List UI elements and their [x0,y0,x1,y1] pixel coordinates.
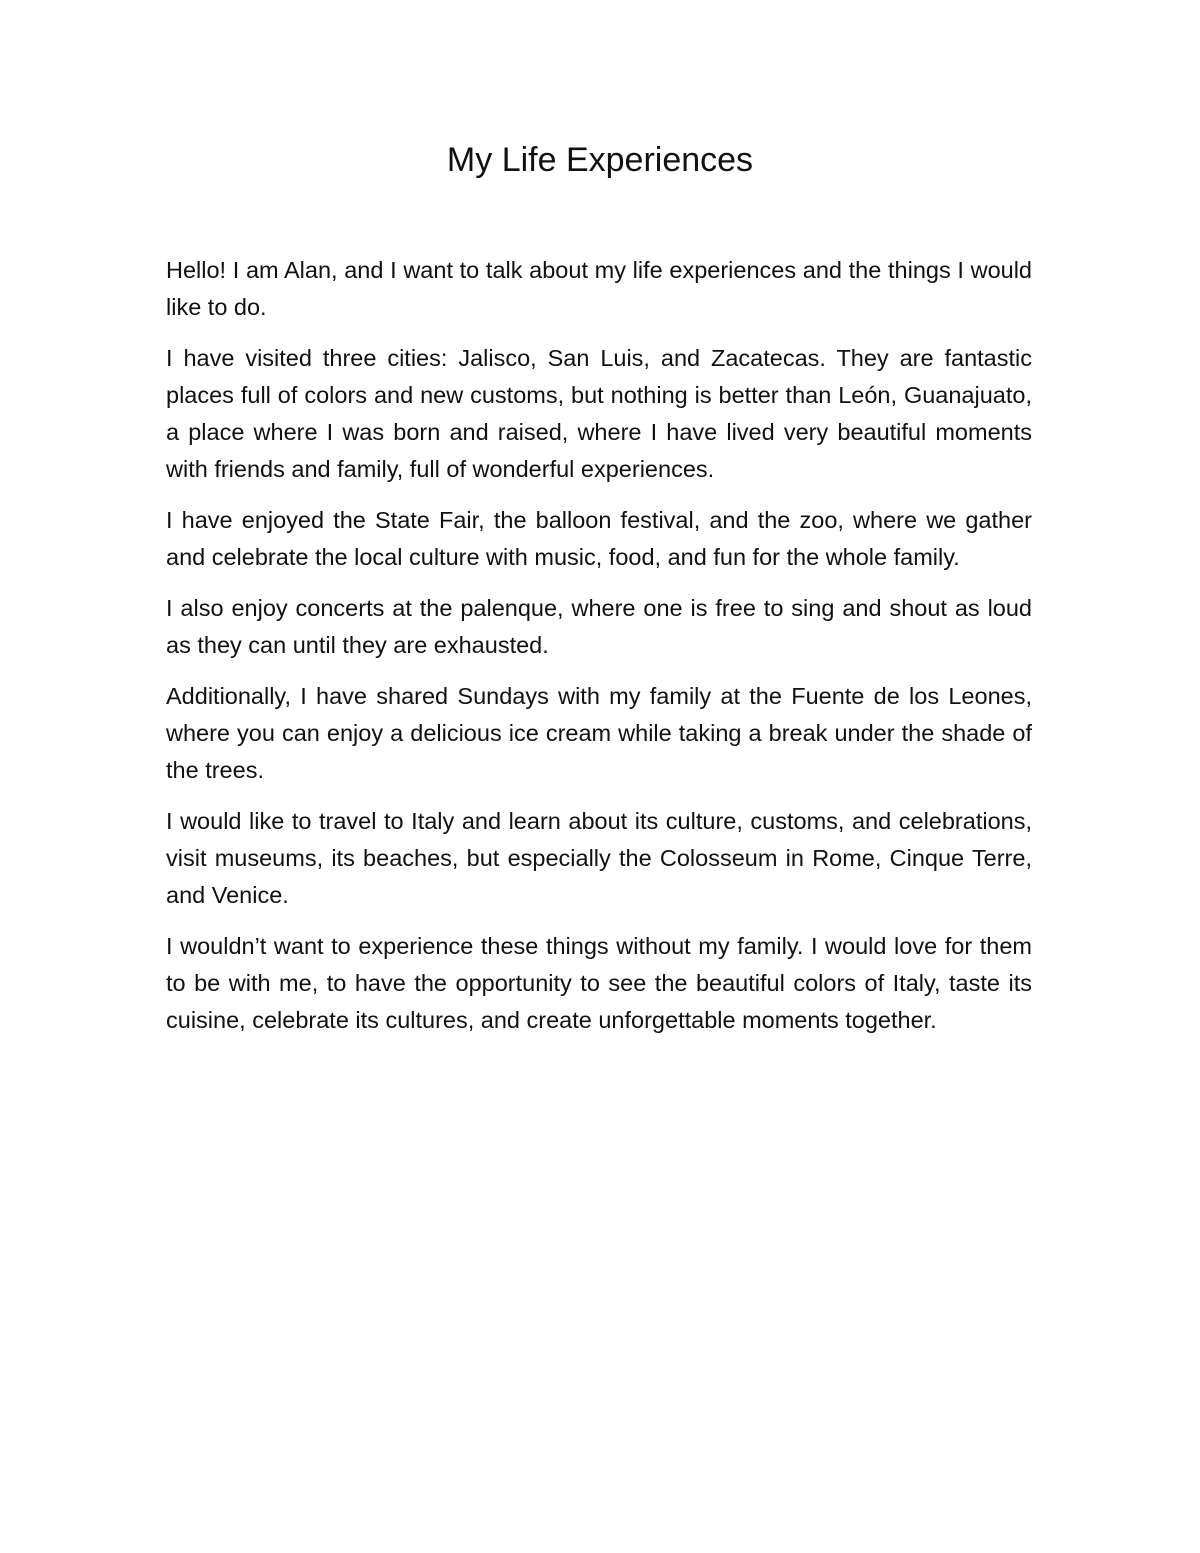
paragraph-intro: Hello! I am Alan, and I want to talk about my life experiences and the things I would like to do. [166,257,1032,320]
paragraph-family: I wouldn’t want to experience these things without my family. I would love for them to be with me, to have the opportunity to see the beautiful colors of Italy, taste its cuisine, celebrate its cultures, and create unforgettable moments together. [166,933,1032,1033]
document-body [166,252,1032,1053]
paragraph-concerts: I also enjoy concerts at the palenque, where one is free to sing and shout as loud as they can until they are exhausted. [166,595,1032,658]
paragraph-cities: I have visited three cities: Jalisco, San Luis, and Zacatecas. They are fantastic places full of colors and new customs, but nothing is better than León, Guanajuato, a place where I was born and raised, where I have lived very beautiful moments with friends and family, full of wonderful experiences. [166,345,1032,482]
paragraph-state-fair: I have enjoyed the State Fair, the balloon festival, and the zoo, where we gather and celebrate the local culture with music, food, and fun for the whole family. [166,507,1032,570]
paragraph-italy: I would like to travel to Italy and learn about its culture, customs, and celebrations, visit museums, its beaches, but especially the Colosseum in Rome, Cinque Terre, and Venice. [166,808,1032,908]
paragraph-sundays: Additionally, I have shared Sundays with my family at the Fuente de los Leones, where you can enjoy a delicious ice cream while taking a break under the shade of the trees. [166,683,1032,783]
document-title: My Life Experiences [446,141,754,179]
